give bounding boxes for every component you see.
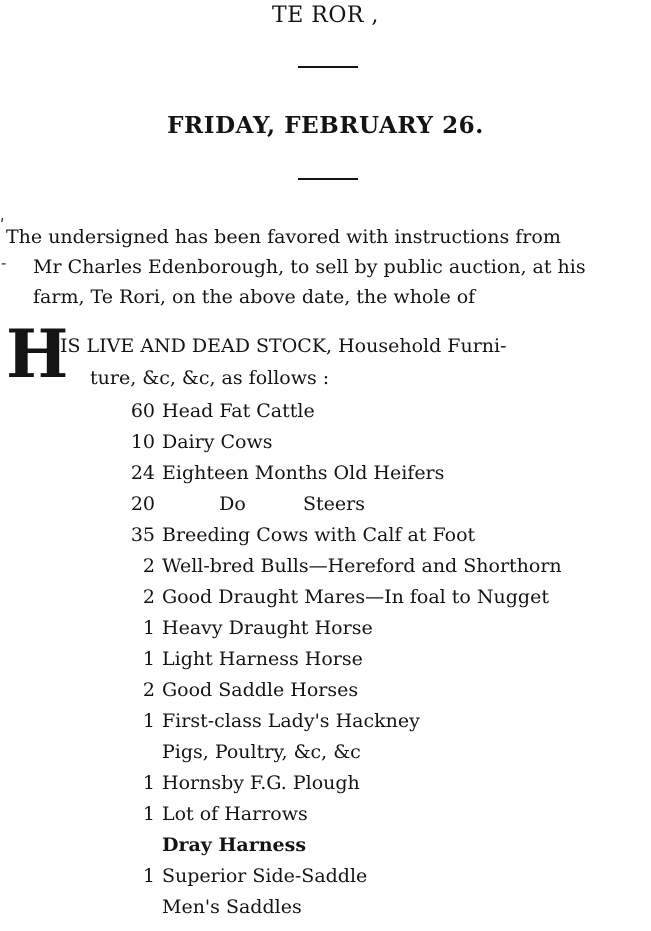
intro-line: Mr Charles Edenborough, to sell by public auction, at his: [33, 256, 586, 278]
item-description: Heavy Draught Horse: [162, 617, 373, 639]
item-description: Light Harness Horse: [162, 648, 363, 670]
item-quantity: 1: [142, 617, 155, 639]
item-quantity: [115, 830, 162, 861]
list-item: [115, 551, 562, 582]
item-quantity: 10: [130, 431, 155, 453]
print-artifact-mark: ʹ: [0, 216, 5, 235]
auction-location: TE ROR ,: [272, 3, 379, 28]
item-quantity: [115, 892, 162, 923]
item-description: First-class Lady's Hackney: [162, 710, 420, 732]
item-description: Dray Harness: [162, 834, 307, 856]
item-description: Head Fat Cattle: [162, 400, 315, 422]
item-quantity: 1: [142, 710, 155, 732]
item-quantity: 2: [142, 586, 155, 608]
list-item: [115, 427, 562, 458]
divider-rule: [298, 66, 358, 68]
auction-date: FRIDAY, FEBRUARY 26.: [167, 112, 484, 139]
item-description: Superior Side-Saddle: [162, 865, 368, 887]
stock-list: [115, 396, 562, 923]
lead-line: IS LIVE AND DEAD STOCK, Household Furni-: [60, 335, 507, 357]
item-quantity: 1: [142, 803, 155, 825]
intro-line: farm, Te Rori, on the above date, the whole of: [33, 286, 476, 308]
item-quantity: [115, 737, 162, 768]
intro-line: The undersigned has been favored with instructions from: [6, 226, 561, 248]
list-item: [115, 768, 562, 799]
item-quantity: 60: [130, 400, 155, 422]
item-quantity: 1: [142, 648, 155, 670]
item-description: [162, 489, 365, 520]
item-description: Pigs, Poultry, &c, &c: [162, 741, 361, 763]
item-quantity: 20: [130, 493, 155, 515]
intro-paragraph: [6, 222, 646, 312]
drop-cap: H: [6, 315, 69, 393]
item-description-suffix: Steers: [303, 493, 365, 515]
item-quantity: 24: [130, 462, 155, 484]
list-item: [115, 706, 562, 737]
list-item: [115, 861, 562, 892]
list-item: [115, 675, 562, 706]
item-quantity: 2: [142, 679, 155, 701]
item-description: Lot of Harrows: [162, 803, 308, 825]
lead-line: ture, &c, &c, as follows :: [90, 367, 330, 389]
item-description: Eighteen Months Old Heifers: [162, 462, 445, 484]
item-quantity: 1: [142, 772, 155, 794]
list-item: [115, 830, 562, 861]
item-description: Dairy Cows: [162, 431, 273, 453]
list-item: [115, 644, 562, 675]
divider-rule: [298, 178, 358, 180]
item-description: Good Draught Mares—In foal to Nugget: [162, 586, 549, 608]
list-item: [115, 520, 562, 551]
item-quantity: 1: [142, 865, 155, 887]
list-item: [115, 489, 562, 520]
list-item: [115, 582, 562, 613]
item-description: Well-bred Bulls—Hereford and Shorthorn: [162, 555, 562, 577]
list-item: [115, 892, 562, 923]
item-quantity: 35: [130, 524, 155, 546]
print-artifact-mark: ‑: [1, 253, 7, 272]
list-item: [115, 737, 562, 768]
item-quantity: 2: [142, 555, 155, 577]
ditto-mark: Do: [219, 493, 246, 515]
item-description: Good Saddle Horses: [162, 679, 359, 701]
item-description: Hornsby F.G. Plough: [162, 772, 360, 794]
list-item: [115, 799, 562, 830]
list-item: [115, 613, 562, 644]
list-item: [115, 396, 562, 427]
list-item: [115, 458, 562, 489]
item-description: Breeding Cows with Calf at Foot: [162, 524, 476, 546]
item-description: Men's Saddles: [162, 896, 302, 918]
